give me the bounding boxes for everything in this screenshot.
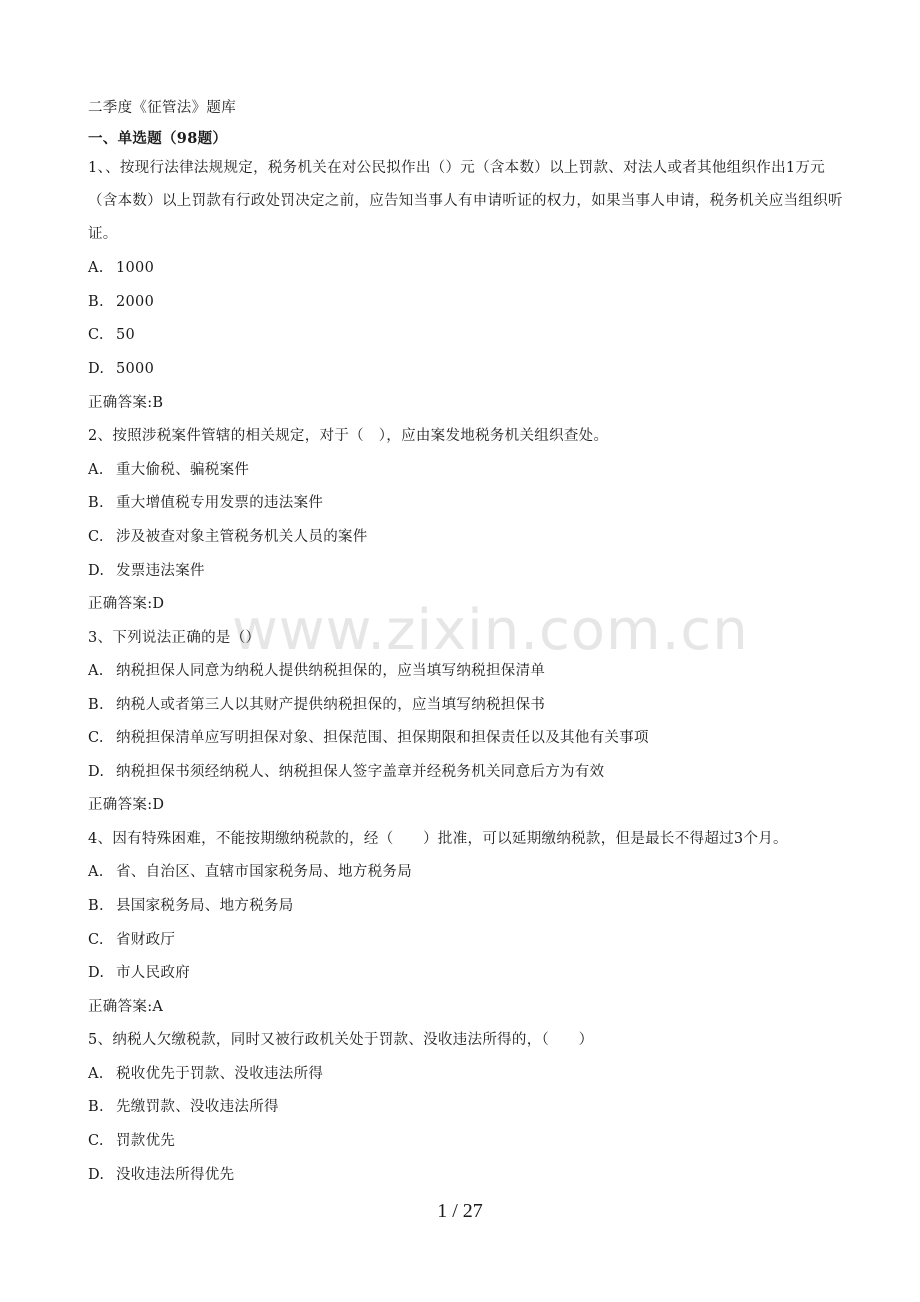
option-key: B. bbox=[88, 495, 104, 511]
option-key: A. bbox=[88, 462, 104, 478]
question-4-option-c bbox=[88, 930, 175, 950]
question-1-answer: 正确答案:B bbox=[88, 395, 164, 411]
option-key: B. bbox=[88, 1099, 104, 1115]
option-text: 重大偷税、骗税案件 bbox=[116, 462, 250, 478]
option-key: B. bbox=[88, 898, 104, 914]
option-key: C. bbox=[88, 932, 104, 948]
option-key: A. bbox=[88, 663, 104, 679]
question-2-option-b bbox=[88, 493, 323, 513]
question-1-option-c bbox=[88, 325, 135, 345]
option-key: C. bbox=[88, 730, 104, 746]
question-2-option-d bbox=[88, 561, 205, 581]
question-2-option-a bbox=[88, 460, 249, 480]
option-key: D. bbox=[88, 563, 105, 579]
section-heading: 一、单选题（98题） bbox=[88, 130, 228, 147]
option-text: 纳税担保书须经纳税人、纳税担保人签字盖章并经税务机关同意后方为有效 bbox=[116, 764, 605, 780]
question-3-option-c bbox=[88, 728, 649, 748]
watermark: www.zixin.com.cn bbox=[232, 598, 749, 663]
option-text: 涉及被查对象主管税务机关人员的案件 bbox=[116, 529, 368, 545]
option-text: 省、自治区、直辖市国家税务局、地方税务局 bbox=[116, 864, 412, 880]
option-key: A. bbox=[88, 260, 104, 276]
question-5-option-a bbox=[88, 1064, 323, 1084]
option-key: A. bbox=[88, 864, 104, 880]
option-key: B. bbox=[88, 697, 104, 713]
option-text: 纳税人或者第三人以其财产提供纳税担保的，应当填写纳税担保书 bbox=[116, 697, 546, 713]
question-5-stem: 5、纳税人欠缴税款，同时又被行政机关处于罚款、没收违法所得的，（ ） bbox=[88, 1032, 594, 1048]
option-text: 先缴罚款、没收违法所得 bbox=[116, 1099, 279, 1115]
option-text: 税收优先于罚款、没收违法所得 bbox=[116, 1066, 324, 1082]
option-key: B. bbox=[88, 294, 104, 310]
question-5-option-b bbox=[88, 1097, 279, 1117]
question-3-stem: 3、下列说法正确的是（） bbox=[88, 630, 261, 646]
question-1-option-d bbox=[88, 359, 154, 379]
option-text: 5000 bbox=[116, 361, 155, 377]
option-text: 1000 bbox=[116, 260, 155, 276]
option-key: D. bbox=[88, 1167, 105, 1183]
option-text: 县国家税务局、地方税务局 bbox=[116, 898, 294, 914]
option-text: 50 bbox=[116, 327, 136, 343]
option-key: D. bbox=[88, 361, 105, 377]
option-key: D. bbox=[88, 764, 105, 780]
option-text: 罚款优先 bbox=[116, 1133, 176, 1149]
question-1-option-a bbox=[88, 258, 154, 278]
option-text: 2000 bbox=[116, 294, 155, 310]
option-text: 重大增值税专用发票的违法案件 bbox=[116, 495, 324, 511]
question-3-option-a bbox=[88, 661, 545, 681]
document-title: 二季度《征管法》题库 bbox=[88, 100, 236, 116]
question-5-option-d bbox=[88, 1165, 234, 1185]
question-4-option-a bbox=[88, 862, 412, 882]
option-key: C. bbox=[88, 327, 104, 343]
question-2-stem: 2、按照涉税案件管辖的相关规定，对于（ ），应由案发地税务机关组织查处。 bbox=[88, 428, 609, 444]
question-2-option-c bbox=[88, 527, 368, 547]
question-4-option-b bbox=[88, 896, 294, 916]
question-4-answer: 正确答案:A bbox=[88, 999, 164, 1015]
question-4-stem: 4、因有特殊困难，不能按期缴纳税款的，经（ ）批准，可以延期缴纳税款，但是最长不得超过3个月。 bbox=[88, 831, 788, 847]
option-text: 发票违法案件 bbox=[116, 563, 205, 579]
option-key: C. bbox=[88, 529, 104, 545]
option-key: D. bbox=[88, 965, 105, 981]
option-text: 纳税担保人同意为纳税人提供纳税担保的，应当填写纳税担保清单 bbox=[116, 663, 546, 679]
question-5-option-c bbox=[88, 1131, 175, 1151]
question-1-option-b bbox=[88, 292, 154, 312]
option-text: 市人民政府 bbox=[116, 965, 190, 981]
option-text: 省财政厅 bbox=[116, 932, 176, 948]
option-text: 没收违法所得优先 bbox=[116, 1167, 235, 1183]
option-key: C. bbox=[88, 1133, 104, 1149]
page-number: 1 / 27 bbox=[437, 1200, 483, 1222]
question-4-option-d bbox=[88, 963, 190, 983]
question-3-option-b bbox=[88, 695, 545, 715]
question-3-option-d bbox=[88, 762, 604, 782]
question-2-answer: 正确答案:D bbox=[88, 596, 165, 612]
option-key: A. bbox=[88, 1066, 104, 1082]
option-text: 纳税担保清单应写明担保对象、担保范围、担保期限和担保责任以及其他有关事项 bbox=[116, 730, 649, 746]
question-3-answer: 正确答案:D bbox=[88, 797, 165, 813]
question-1-stem: 1、、按现行法律法规规定，税务机关在对公民拟作出（）元（含本数）以上罚款、对法人或者其他组织作出1万元（含本数）以上罚款有行政处罚决定之前，应告知当事人有申请听证的权力，如果当事人申请，税务机关应当组织听证。 bbox=[88, 160, 843, 242]
